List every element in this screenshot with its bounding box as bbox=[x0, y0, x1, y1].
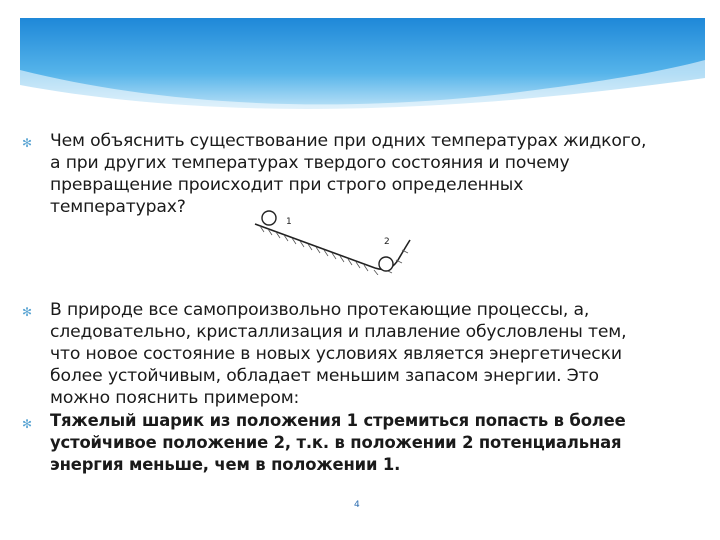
incline-slope bbox=[255, 224, 375, 268]
label-1: 1 bbox=[286, 217, 292, 227]
bullet-3-line: энергия меньше, чем в положении 1. bbox=[50, 455, 401, 474]
ball-position-2 bbox=[379, 257, 393, 271]
bullet-3-line: устойчивое положение 2, т.к. в положении 2 потенциальная bbox=[50, 433, 622, 452]
bullet-1-line: Чем объяснить существование при одних температурах жидкого, bbox=[50, 131, 647, 151]
bullet-2-text bbox=[50, 299, 626, 409]
bullet-2-line: следовательно, кристаллизация и плавление обусловлены тем, bbox=[50, 322, 627, 342]
bullet-asterisk-icon: ✻ bbox=[22, 417, 33, 431]
bullet-2-line: можно пояснить примером: bbox=[50, 388, 300, 408]
bullet-asterisk-icon: ✻ bbox=[22, 305, 33, 319]
bullet-1-text bbox=[50, 130, 646, 218]
bullet-2-line: В природе все самопроизвольно протекающие процессы, а, bbox=[50, 300, 590, 320]
bullet-1-line: температурах? bbox=[50, 197, 186, 217]
bullet-1-line: превращение происходит при строго определенных bbox=[50, 175, 524, 195]
page-number: 4 bbox=[354, 500, 360, 510]
bullet-3-text bbox=[50, 410, 626, 476]
label-2: 2 bbox=[384, 237, 390, 247]
bullet-3-line: Тяжелый шарик из положения 1 стремиться попасть в более bbox=[50, 411, 626, 430]
bullet-2-line: более устойчивым, обладает меньшим запасом энергии. Это bbox=[50, 366, 599, 386]
header-wave-banner bbox=[0, 0, 720, 110]
bullet-2-line: что новое состояние в новых условиях является энергетически bbox=[50, 344, 622, 364]
ball-position-1 bbox=[262, 211, 276, 225]
bullet-1-line: а при других температурах твердого состояния и почему bbox=[50, 153, 570, 173]
bullet-asterisk-icon: ✻ bbox=[22, 136, 33, 150]
incline-ball-diagram bbox=[250, 210, 420, 275]
